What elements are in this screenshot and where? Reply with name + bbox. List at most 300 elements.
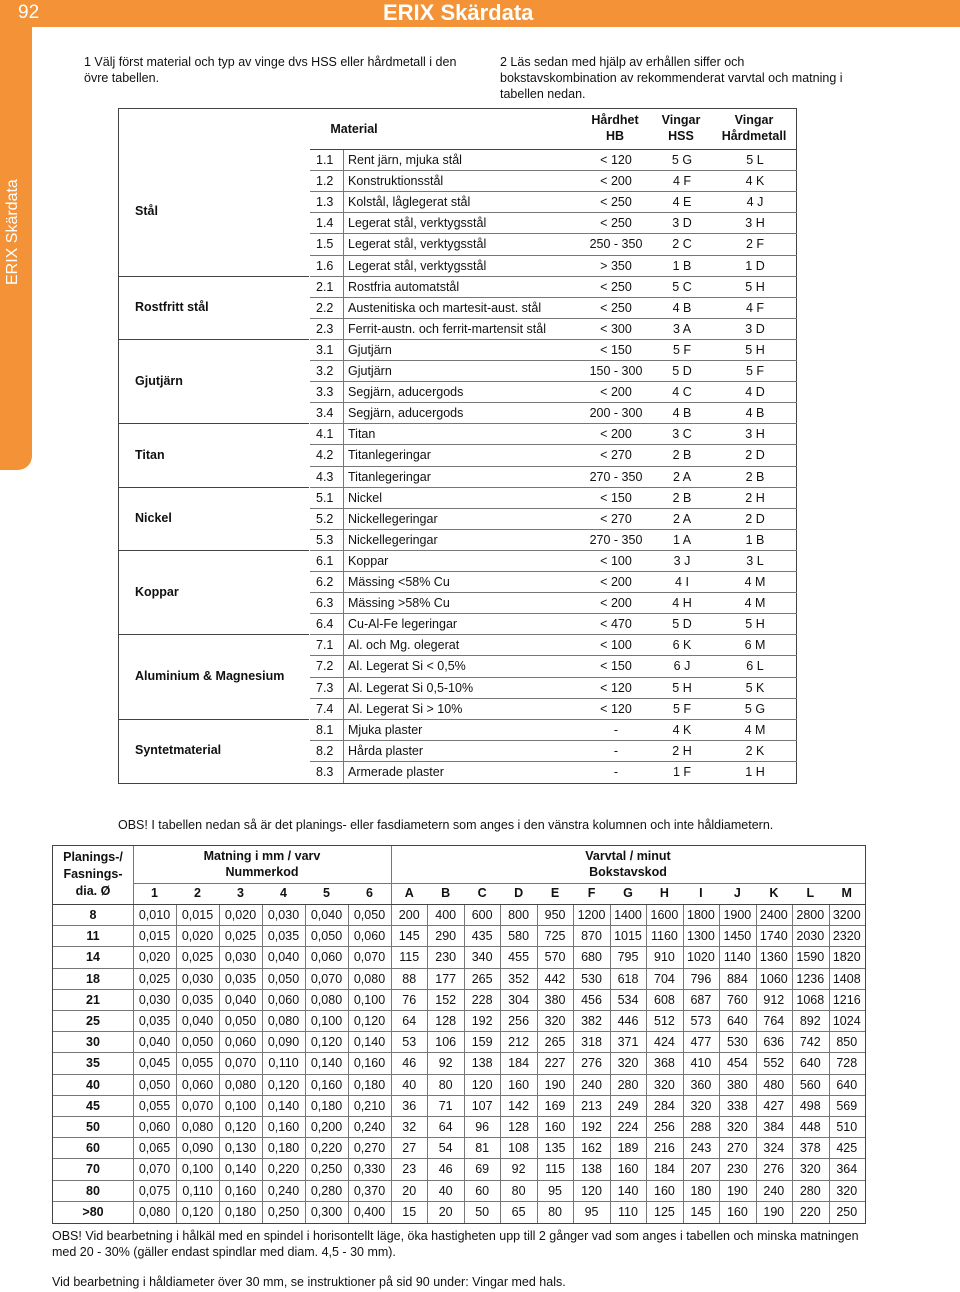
value-cell: 1020 <box>687 950 715 965</box>
value-cell: 680 <box>581 950 602 965</box>
material-cell-hss: 4 E <box>672 195 692 210</box>
value-cell: 230 <box>435 950 457 965</box>
material-cell-hss: 2 H <box>672 743 692 758</box>
value-cell: 0,100 <box>310 1014 343 1028</box>
material-cell-name: Legerat stål, verktygsstål <box>343 234 588 255</box>
value-cell: 184 <box>654 1162 675 1177</box>
value-cell: 324 <box>763 1141 785 1156</box>
value-cell: 180 <box>690 1183 712 1198</box>
value-cell: 360 <box>690 1077 712 1092</box>
diameter-cell: 60 <box>86 1141 100 1156</box>
feed-title: Matning i mm / varv <box>203 849 321 863</box>
value-cell: 427 <box>763 1098 785 1113</box>
material-cell-hm: 3 H <box>745 216 765 231</box>
value-cell: 1160 <box>651 929 678 944</box>
material-cell-hss: 1 A <box>672 532 692 547</box>
value-cell: 0,080 <box>138 1204 171 1219</box>
material-cell-hb: < 200 <box>600 385 632 400</box>
value-cell: 0,080 <box>181 1120 214 1134</box>
value-cell: 0,020 <box>138 950 171 965</box>
material-cell-hm: 4 B <box>745 406 765 421</box>
value-cell: 2800 <box>796 908 825 922</box>
material-cell-name: Armerade plaster <box>343 762 588 783</box>
value-cell: 0,075 <box>138 1183 171 1198</box>
material-cell-name: Titanlegeringar <box>343 467 588 488</box>
value-cell: 227 <box>544 1056 566 1071</box>
value-cell: 95 <box>584 1204 599 1219</box>
column-header: 1 <box>151 886 158 900</box>
table-row <box>53 925 865 947</box>
value-cell: 384 <box>763 1120 785 1134</box>
value-cell: 60 <box>475 1183 490 1198</box>
table-row <box>53 1010 865 1032</box>
value-cell: 0,140 <box>310 1056 343 1071</box>
material-cell-hb: < 150 <box>600 490 632 505</box>
column-header: K <box>769 886 779 900</box>
feed-subtitle: Nummerkod <box>225 865 299 879</box>
value-cell: 128 <box>508 1120 530 1134</box>
value-cell: 530 <box>726 1035 748 1050</box>
value-cell: 0,020 <box>224 908 257 922</box>
value-cell: 80 <box>511 1183 526 1198</box>
material-cell-hm: 5 H <box>745 342 765 357</box>
value-cell: 0,160 <box>353 1056 386 1071</box>
material-group <box>119 550 309 635</box>
material-cell-code: 7.1 <box>316 638 334 653</box>
speed-feed-table <box>52 845 866 1224</box>
material-cell-code: 4.2 <box>316 448 334 463</box>
value-cell: 552 <box>763 1056 785 1071</box>
value-cell: 200 <box>398 908 420 922</box>
header-carbide: Vingar Hårdmetall <box>721 113 787 143</box>
material-row <box>310 402 797 424</box>
value-cell: 1200 <box>577 908 606 922</box>
material-cell-hss: 2 C <box>672 237 692 252</box>
value-cell: 169 <box>544 1098 566 1113</box>
value-cell: 145 <box>398 929 420 944</box>
material-cell-hb: < 150 <box>600 342 632 357</box>
material-cell-hm: 5 H <box>745 279 765 294</box>
material-cell-code: 3.1 <box>316 342 334 357</box>
value-cell: 1140 <box>723 950 751 965</box>
material-row <box>310 360 797 382</box>
value-cell: 190 <box>544 1077 566 1092</box>
column-header: H <box>659 886 669 900</box>
value-cell: 0,015 <box>181 908 214 922</box>
value-cell: 0,060 <box>310 950 343 965</box>
value-cell: 120 <box>581 1183 602 1198</box>
material-cell-hb: < 470 <box>600 617 632 632</box>
value-cell: 640 <box>799 1056 821 1071</box>
material-group-label: Nickel <box>135 511 172 526</box>
material-cell-name: Koppar <box>343 551 588 572</box>
header-material: Material <box>330 122 378 136</box>
value-cell: 27 <box>402 1141 417 1156</box>
material-cell-code: 5.1 <box>316 490 334 505</box>
value-cell: 2030 <box>796 929 825 944</box>
material-cell-hm: 1 B <box>745 532 765 547</box>
diameter-cell: 18 <box>86 971 100 986</box>
diameter-cell: >80 <box>82 1204 104 1219</box>
material-cell-hss: 5 D <box>672 364 692 378</box>
material-row <box>310 634 797 656</box>
value-cell: 320 <box>836 1183 858 1198</box>
value-cell: 140 <box>617 1183 639 1198</box>
material-cell-hss: 6 J <box>673 659 691 674</box>
value-cell: 0,120 <box>267 1077 300 1092</box>
value-cell: 0,130 <box>224 1141 257 1156</box>
value-cell: 256 <box>508 1014 530 1028</box>
value-cell: 224 <box>617 1120 639 1134</box>
material-row <box>310 255 797 277</box>
material-cell-hss: 4 C <box>672 385 692 400</box>
value-cell: 0,220 <box>267 1162 300 1177</box>
material-cell-hb: 200 - 300 <box>589 406 643 421</box>
value-cell: 0,030 <box>138 992 171 1007</box>
value-cell: 560 <box>799 1077 821 1092</box>
value-cell: 138 <box>471 1056 493 1071</box>
material-row <box>310 550 797 572</box>
material-group <box>119 423 309 487</box>
material-cell-hb: < 150 <box>600 659 632 674</box>
material-cell-code: 6.1 <box>316 553 334 568</box>
material-cell-hss: 4 I <box>675 575 689 589</box>
value-cell: 1024 <box>832 1014 861 1028</box>
value-cell: 892 <box>799 1014 821 1028</box>
value-cell: 0,065 <box>138 1141 171 1156</box>
value-cell: 54 <box>438 1141 453 1156</box>
value-cell: 0,160 <box>310 1077 343 1092</box>
column-header: A <box>404 886 414 900</box>
grid-line <box>133 883 865 884</box>
value-cell: 0,060 <box>181 1077 214 1092</box>
column-header: F <box>587 886 596 900</box>
material-cell-code: 2.1 <box>316 279 334 294</box>
value-cell: 480 <box>763 1077 785 1092</box>
value-cell: 0,035 <box>224 971 257 986</box>
value-cell: 1820 <box>832 950 861 965</box>
value-cell: 850 <box>836 1035 858 1050</box>
material-cell-name: Hårda plaster <box>343 741 588 762</box>
rpm-subtitle: Bokstavskod <box>589 865 667 879</box>
table-row <box>53 946 865 968</box>
value-cell: 0,180 <box>310 1098 343 1113</box>
material-cell-code: 8.2 <box>316 743 334 758</box>
column-header: 4 <box>280 886 287 900</box>
value-cell: 340 <box>471 950 493 965</box>
value-cell: 284 <box>654 1098 675 1113</box>
value-cell: 0,400 <box>353 1204 386 1219</box>
value-cell: 0,050 <box>353 908 386 922</box>
material-row <box>310 761 797 783</box>
value-cell: 23 <box>402 1162 417 1177</box>
table-row <box>53 1137 865 1159</box>
page-number: 92 <box>18 2 40 23</box>
material-cell-name: Al. och Mg. olegerat <box>343 635 588 656</box>
material-cell-hm: 4 M <box>744 722 766 737</box>
material-cell-name: Al. Legerat Si 0,5-10% <box>343 678 588 699</box>
value-cell: 189 <box>617 1141 639 1156</box>
side-tab-label: ERIX Skärdata <box>4 179 21 285</box>
value-cell: 280 <box>799 1183 821 1198</box>
value-cell: 0,300 <box>310 1204 343 1219</box>
value-cell: 95 <box>548 1183 563 1198</box>
value-cell: 152 <box>435 992 457 1007</box>
value-cell: 40 <box>438 1183 453 1198</box>
value-cell: 454 <box>726 1056 748 1071</box>
material-cell-hm: 1 H <box>745 764 765 779</box>
material-cell-hm: 5 H <box>745 617 765 632</box>
material-cell-hss: 4 B <box>672 406 692 421</box>
value-cell: 380 <box>726 1077 748 1092</box>
material-cell-hss: 2 A <box>672 469 692 484</box>
value-cell: 0,035 <box>138 1014 171 1028</box>
table-row <box>53 1052 865 1074</box>
material-cell-code: 1.3 <box>316 195 334 210</box>
value-cell: 69 <box>475 1162 490 1177</box>
material-cell-hm: 4 K <box>745 174 765 189</box>
material-row <box>310 318 797 340</box>
material-cell-name: Gjutjärn <box>343 361 588 382</box>
value-cell: 320 <box>654 1077 675 1092</box>
material-cell-hss: 5 G <box>671 153 693 167</box>
table-row <box>53 1095 865 1117</box>
material-cell-name: Mässing >58% Cu <box>343 593 588 614</box>
intro-step-1: 1 Välj först material och typ av vinge dvs HSS eller hårdmetall i den övre tabellen. <box>84 55 457 85</box>
value-cell: 276 <box>763 1162 785 1177</box>
value-cell: 477 <box>690 1035 712 1050</box>
value-cell: 704 <box>654 971 675 986</box>
column-header: L <box>806 886 815 900</box>
value-cell: 96 <box>475 1120 490 1134</box>
value-cell: 600 <box>471 908 493 922</box>
value-cell: 728 <box>836 1056 858 1071</box>
value-cell: 92 <box>511 1162 526 1177</box>
value-cell: 380 <box>544 992 566 1007</box>
value-cell: 0,250 <box>267 1204 300 1219</box>
value-cell: 320 <box>544 1014 566 1028</box>
value-cell: 228 <box>471 992 493 1007</box>
value-cell: 0,210 <box>353 1098 386 1113</box>
material-group-label: Stål <box>135 204 158 219</box>
material-cell-hm: 2 B <box>745 469 765 484</box>
value-cell: 364 <box>836 1162 858 1177</box>
material-cell-hb: < 250 <box>600 195 632 210</box>
value-cell: 0,330 <box>353 1162 386 1177</box>
header-hss: Vingar HSS <box>661 113 701 143</box>
value-cell: 0,120 <box>181 1204 214 1219</box>
material-cell-hb: < 200 <box>600 575 632 589</box>
material-cell-name: Mässing <58% Cu <box>343 572 588 593</box>
value-cell: 160 <box>654 1183 675 1198</box>
material-group-label: Rostfritt stål <box>135 300 209 315</box>
value-cell: 0,120 <box>353 1014 386 1028</box>
material-row <box>310 613 797 635</box>
value-cell: 0,180 <box>224 1204 257 1219</box>
material-cell-code: 5.2 <box>316 511 334 526</box>
value-cell: 46 <box>402 1056 417 1071</box>
material-row <box>310 423 797 445</box>
material-cell-hm: 2 D <box>745 511 765 526</box>
material-cell-name: Al. Legerat Si > 10% <box>343 699 588 720</box>
material-cell-hss: 2 A <box>672 511 692 526</box>
material-row <box>310 571 797 593</box>
value-cell: 160 <box>617 1162 639 1177</box>
value-cell: 128 <box>435 1014 457 1028</box>
material-cell-hss: 5 F <box>672 701 692 716</box>
material-cell-hss: 3 J <box>673 553 691 568</box>
material-row <box>310 276 797 298</box>
material-cell-code: 8.1 <box>316 722 334 737</box>
value-cell: 265 <box>544 1035 566 1050</box>
value-cell: 0,030 <box>267 908 300 922</box>
value-cell: 0,035 <box>181 992 214 1007</box>
material-cell-hm: 4 D <box>745 385 765 400</box>
value-cell: 0,080 <box>353 971 386 986</box>
value-cell: 135 <box>544 1141 566 1156</box>
material-cell-code: 1.5 <box>316 237 334 252</box>
value-cell: 371 <box>617 1035 639 1050</box>
material-cell-hm: 2 D <box>745 448 765 463</box>
material-cell-hm: 6 M <box>744 638 766 653</box>
material-cell-name: Kolstål, låglegerat stål <box>343 192 588 213</box>
table-row <box>53 1180 865 1202</box>
material-cell-code: 4.3 <box>316 469 334 484</box>
value-cell: 0,200 <box>310 1120 343 1134</box>
material-cell-hb: < 250 <box>600 300 632 315</box>
material-cell-hm: 5 K <box>745 680 765 695</box>
material-cell-hss: 2 B <box>672 448 692 463</box>
value-cell: 71 <box>438 1098 453 1113</box>
column-header: 5 <box>323 886 330 900</box>
material-cell-hm: 2 F <box>745 237 765 252</box>
material-cell-code: 8.3 <box>316 764 334 779</box>
column-header: C <box>477 886 487 900</box>
material-cell-hb: < 120 <box>600 680 632 695</box>
rpm-title: Varvtal / minut <box>585 849 671 863</box>
value-cell: 220 <box>799 1204 821 1219</box>
value-cell: 53 <box>402 1035 417 1050</box>
value-cell: 320 <box>799 1162 821 1177</box>
column-header: E <box>550 886 560 900</box>
value-cell: 0,220 <box>310 1141 343 1156</box>
value-cell: 50 <box>475 1204 490 1219</box>
value-cell: 64 <box>402 1014 417 1028</box>
material-cell-hss: 3 D <box>672 216 692 231</box>
value-cell: 0,090 <box>181 1141 214 1156</box>
value-cell: 0,080 <box>224 1077 257 1092</box>
material-row <box>310 677 797 699</box>
material-cell-name: Legerat stål, verktygsstål <box>343 256 588 277</box>
column-header: M <box>841 886 852 900</box>
material-cell-code: 5.3 <box>316 532 334 547</box>
material-cell-name: Al. Legerat Si < 0,5% <box>343 656 588 677</box>
value-cell: 0,040 <box>181 1014 214 1028</box>
value-cell: 0,060 <box>267 992 300 1007</box>
material-cell-hb: < 100 <box>600 638 632 653</box>
value-cell: 0,180 <box>267 1141 300 1156</box>
material-cell-hm: 6 L <box>746 659 764 674</box>
value-cell: 213 <box>581 1098 602 1113</box>
value-cell: 910 <box>654 950 675 965</box>
value-cell: 0,090 <box>267 1035 300 1050</box>
material-cell-hss: 4 H <box>672 596 692 611</box>
material-cell-hb: < 100 <box>600 553 632 568</box>
value-cell: 240 <box>763 1183 785 1198</box>
material-cell-name: Cu-Al-Fe legeringar <box>343 614 588 635</box>
value-cell: 1060 <box>759 971 788 986</box>
material-cell-code: 3.2 <box>316 364 334 378</box>
value-cell: 280 <box>617 1077 639 1092</box>
value-cell: 80 <box>548 1204 563 1219</box>
value-cell: 80 <box>438 1077 453 1092</box>
value-cell: 0,160 <box>267 1120 300 1134</box>
material-cell-hb: - <box>613 743 619 758</box>
value-cell: 512 <box>654 1014 675 1028</box>
value-cell: 138 <box>581 1162 602 1177</box>
value-cell: 0,040 <box>310 908 343 922</box>
value-cell: 1450 <box>723 929 752 944</box>
table-row <box>53 1116 865 1138</box>
value-cell: 145 <box>690 1204 712 1219</box>
value-cell: 0,080 <box>310 992 343 1007</box>
material-cell-name: Titan <box>343 424 588 445</box>
value-cell: 177 <box>435 971 457 986</box>
value-cell: 456 <box>581 992 602 1007</box>
value-cell: 446 <box>617 1014 639 1028</box>
value-cell: 2400 <box>759 908 788 922</box>
value-cell: 725 <box>544 929 566 944</box>
table-row <box>53 1201 865 1223</box>
value-cell: 276 <box>581 1056 602 1071</box>
material-cell-hss: 4 F <box>672 174 692 189</box>
value-cell: 216 <box>654 1141 675 1156</box>
material-cell-hm: 5 L <box>746 153 764 167</box>
material-row <box>310 592 797 614</box>
material-cell-hb: < 250 <box>600 279 632 294</box>
value-cell: 106 <box>435 1035 457 1050</box>
material-cell-hb: 150 - 300 <box>589 364 643 378</box>
value-cell: 800 <box>508 908 530 922</box>
material-cell-code: 1.4 <box>316 216 334 231</box>
page-title: ERIX Skärdata <box>383 0 534 25</box>
value-cell: 510 <box>836 1120 858 1134</box>
material-cell-code: 7.4 <box>316 701 334 716</box>
material-group <box>119 719 309 783</box>
value-cell: 352 <box>508 971 530 986</box>
value-cell: 870 <box>581 929 602 944</box>
value-cell: 2320 <box>832 929 861 944</box>
material-cell-code: 1.2 <box>316 174 334 189</box>
material-cell-hss: 1 B <box>672 258 692 273</box>
material-cell-hm: 2 K <box>745 743 765 758</box>
table-row <box>53 904 865 926</box>
material-cell-code: 6.2 <box>316 575 334 589</box>
material-cell-name: Gjutjärn <box>343 340 588 361</box>
value-cell: 0,060 <box>224 1035 257 1050</box>
value-cell: 1360 <box>759 950 788 965</box>
value-cell: 160 <box>544 1120 566 1134</box>
value-cell: 304 <box>508 992 530 1007</box>
material-cell-name: Nickellegeringar <box>343 530 588 551</box>
value-cell: 573 <box>690 1014 712 1028</box>
value-cell: 498 <box>799 1098 821 1113</box>
value-cell: 0,050 <box>267 971 300 986</box>
material-row <box>310 149 797 171</box>
material-cell-hb: 270 - 350 <box>589 469 643 484</box>
value-cell: 0,100 <box>181 1162 214 1177</box>
material-row <box>310 529 797 551</box>
